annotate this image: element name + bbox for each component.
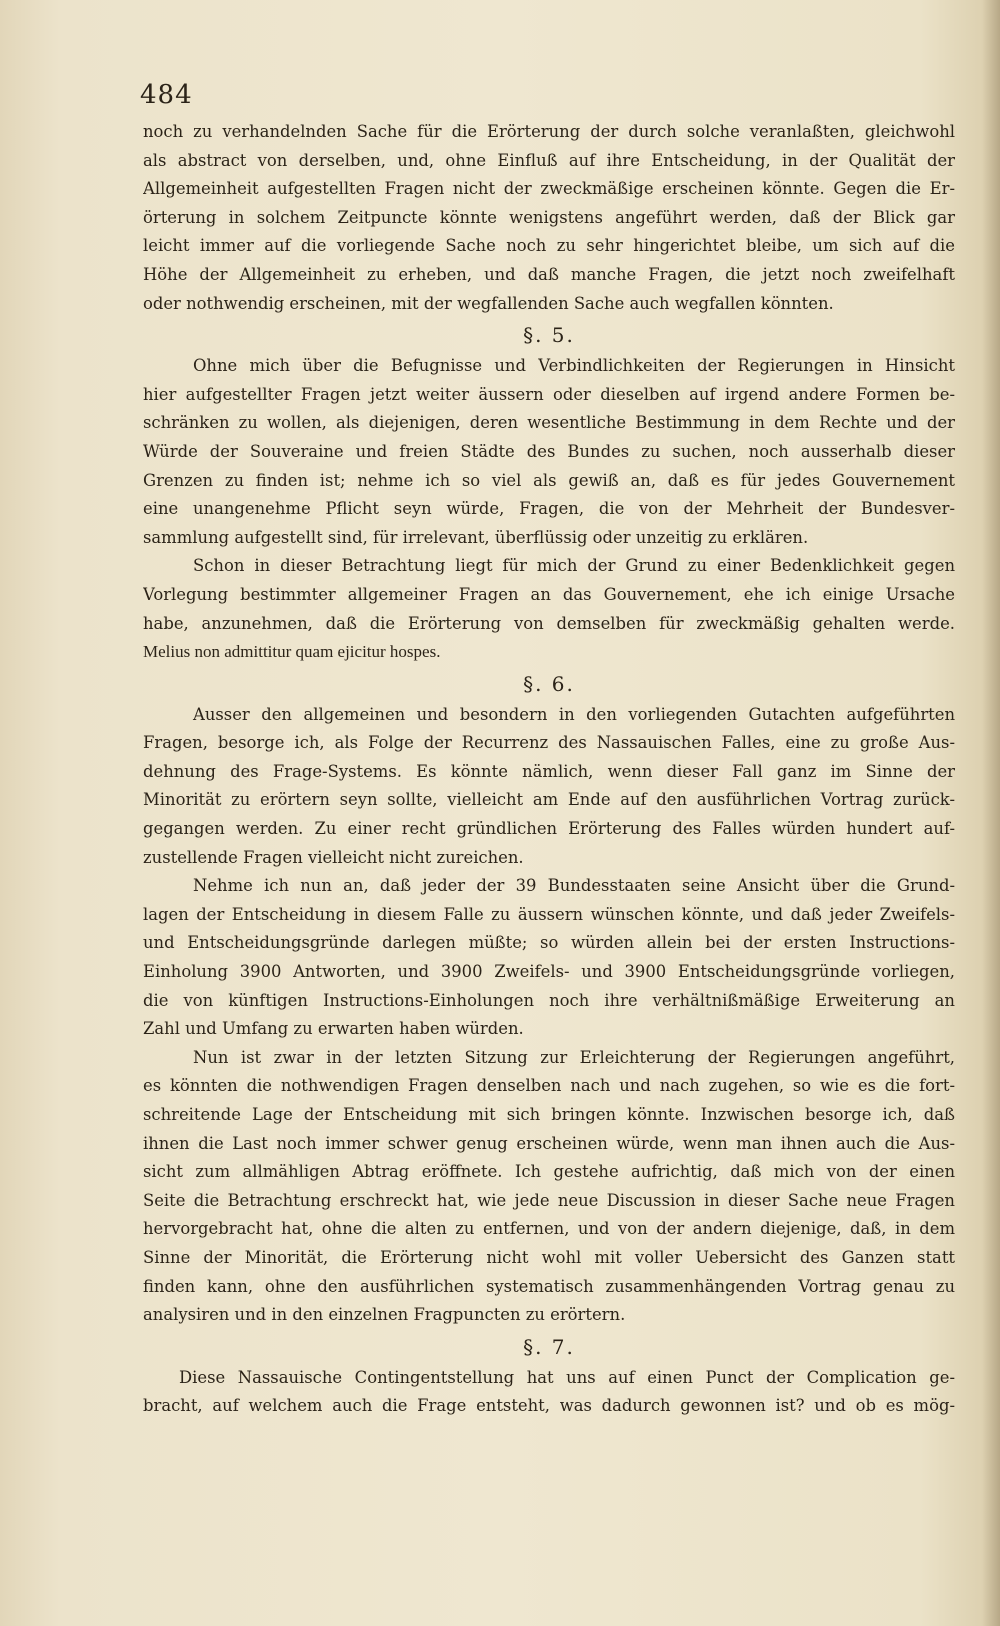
text-line: Würde der Souveraine und freien Städte des Bundes zu suchen, noch ausserhalb dieser: [143, 441, 955, 461]
text-line: und Entscheidungsgründe darlegen müßte; so würden allein bei der ersten Instructions-: [143, 933, 955, 953]
text-line: Zahl und Umfang zu erwarten haben würden.: [143, 1019, 524, 1039]
text-line: Allgemeinheit aufgestellten Fragen nicht der zweckmäßige erscheinen könnte. Gegen die Er-: [143, 179, 955, 199]
text-line: habe, anzunehmen, daß die Erörterung von demselben für zweckmäßig gehalten werde.: [143, 613, 955, 633]
text-line: Minorität zu erörtern seyn sollte, vielleicht am Ende auf den ausführlichen Vortrag zurück-: [143, 790, 955, 810]
section-heading: §. 6.: [523, 671, 575, 696]
text-line: schränken zu wollen, als diejenigen, deren wesentliche Bestimmung in dem Rechte und der: [143, 413, 955, 433]
text-line: örterung in solchem Zeitpuncte könnte wenigstens angeführt werden, daß der Blick gar: [143, 207, 955, 227]
text-line: Ausser den allgemeinen und besondern in den vorliegenden Gutachten aufgeführten: [193, 704, 955, 724]
text-line: Höhe der Allgemeinheit zu erheben, und daß manche Fragen, die jetzt noch zweifelhaft: [143, 264, 955, 284]
page-edge-shadow: [982, 0, 1000, 1626]
text-line: Grenzen zu finden ist; nehme ich so viel als gewiß an, daß es für jedes Gouvernement: [143, 470, 955, 490]
section-heading: §. 7.: [523, 1334, 575, 1359]
text-line: ihnen die Last noch immer schwer genug erscheinen würde, wenn man ihnen auch die Aus-: [143, 1133, 955, 1153]
text-line: dehnung des Frage-Systems. Es könnte nämlich, wenn dieser Fall ganz im Sinne der: [143, 761, 955, 781]
text-line: lagen der Entscheidung in diesem Falle zu äussern wünschen könnte, und daß jeder Zweifels-: [143, 904, 955, 924]
section-heading: §. 5.: [523, 323, 575, 348]
text-line: schreitende Lage der Entscheidung mit sich bringen könnte. Inzwischen besorge ich, daß: [143, 1105, 955, 1124]
text-line: hier aufgestellter Fragen jetzt weiter äussern oder dieselben auf irgend andere Formen be-: [143, 384, 955, 404]
text-line: sammlung aufgestellt sind, für irrelevant, überflüssig oder unzeitig zu erklären.: [143, 527, 809, 547]
text-line: Vorlegung bestimmter allgemeiner Fragen an das Gouvernement, ehe ich einige Ursache: [143, 584, 955, 604]
text-line: bracht, auf welchem auch die Frage entsteht, was dadurch gewonnen ist? und ob es mög-: [143, 1396, 955, 1416]
text-line: analysiren und in den einzelnen Fragpuncten zu erörtern.: [143, 1305, 626, 1325]
text-line: zustellende Fragen vielleicht nicht zureichen.: [143, 847, 524, 867]
text-line: als abstract von derselben, und, ohne Einfluß auf ihre Entscheidung, in der Qualität der: [143, 150, 955, 170]
text-line: sicht zum allmähligen Abtrag eröffnete. Ich gestehe aufrichtig, daß mich von der einen: [143, 1162, 955, 1182]
text-line: Seite die Betrachtung erschreckt hat, wie jede neue Discussion in dieser Sache neue Fragen: [143, 1190, 955, 1210]
text-line: Ohne mich über die Befugnisse und Verbindlichkeiten der Regierungen in Hinsicht: [193, 356, 955, 376]
text-line: Schon in dieser Betrachtung liegt für mich der Grund zu einer Bedenklichkeit gegen: [193, 556, 955, 576]
text-line: leicht immer auf die vorliegende Sache noch zu sehr hingerichtet bleibe, um sich auf die: [143, 236, 955, 256]
text-line: finden kann, ohne den ausführlichen systematisch zusammenhängenden Vortrag genau zu: [143, 1276, 955, 1296]
text-line: Diese Nassauische Contingentstellung hat uns auf einen Punct der Complication ge-: [179, 1367, 955, 1387]
text-line: hervorgebracht hat, ohne die alten zu entfernen, und von der andern diejenige, daß, in dem: [143, 1219, 955, 1239]
text-line: es könnten die nothwendigen Fragen denselben nach und nach zugehen, so wie es die fort-: [143, 1076, 955, 1096]
body-text: [143, 118, 955, 1421]
text-line: Sinne der Minorität, die Erörterung nicht wohl mit voller Uebersicht des Ganzen statt: [143, 1247, 955, 1267]
text-line: Einholung 3900 Antworten, und 3900 Zweifels- und 3900 Entscheidungsgründe vorliegen,: [143, 962, 955, 982]
text-line: Fragen, besorge ich, als Folge der Recurrenz des Nassauischen Falles, eine zu große Aus-: [143, 733, 955, 753]
text-line: gegangen werden. Zu einer recht gründlichen Erörterung des Falles würden hundert auf-: [143, 819, 955, 839]
text-line: eine unangenehme Pflicht seyn würde, Fragen, die von der Mehrheit der Bundesver-: [143, 499, 955, 519]
text-line: Nehme ich nun an, daß jeder der 39 Bundesstaaten seine Ansicht über die Grund-: [193, 876, 955, 896]
page-number: 484: [140, 80, 193, 110]
text-line: noch zu verhandelnden Sache für die Erörterung der durch solche veranlaßten, gleichwohl: [143, 122, 955, 141]
text-line: Nun ist zwar in der letzten Sitzung zur Erleichterung der Regierungen angeführt,: [193, 1047, 955, 1067]
text-line: die von künftigen Instructions-Einholungen noch ihre verhältnißmäßige Erweiterung an: [143, 990, 955, 1010]
latin-quote-line: Melius non admittitur quam ejicitur hospes.: [143, 642, 441, 662]
text-line: oder nothwendig erscheinen, mit der wegfallenden Sache auch wegfallen könnten.: [143, 293, 834, 313]
